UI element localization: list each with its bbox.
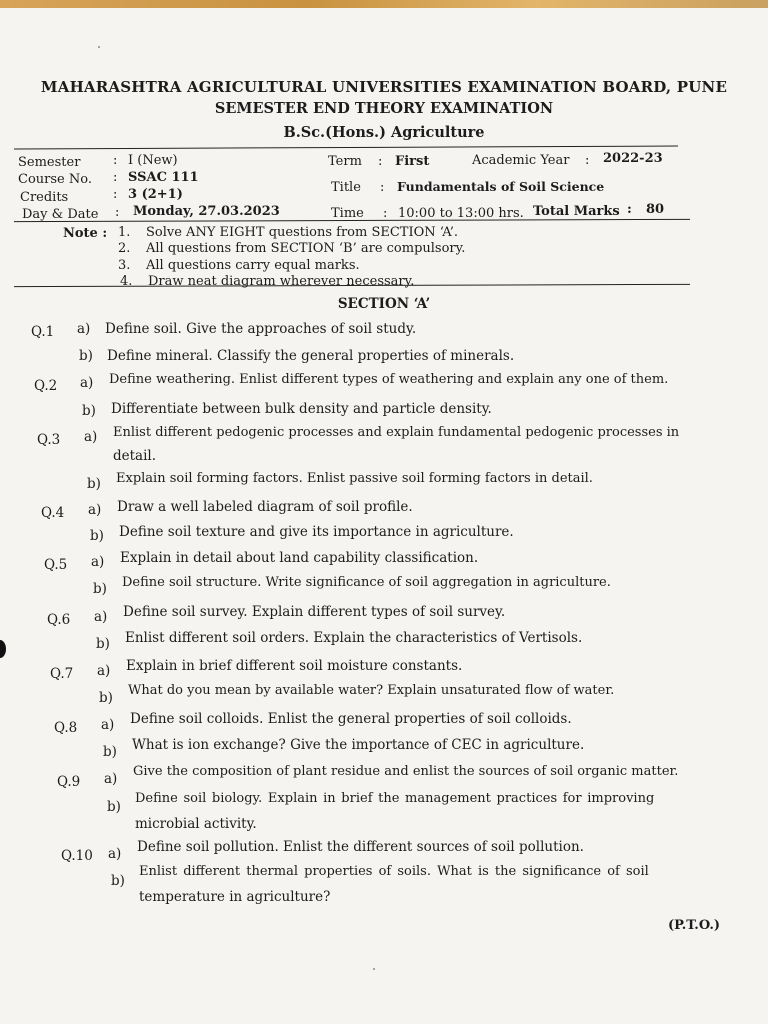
meta-colon: : [585,153,590,168]
board-title: MAHARASHTRA AGRICULTURAL UNIVERSITIES EXAMINATION BOARD, PUNE [40,78,728,96]
question-text: Define soil colloids. Enlist the general properties of soil colloids. [130,711,572,727]
exam-title: SEMESTER END THEORY EXAMINATION [214,100,554,117]
note-number: 3. [118,258,131,273]
question-text: Define soil survey. Explain different types of soil survey. [123,604,506,620]
part-label: a) [84,429,98,445]
question-number: Q.8 [54,720,78,736]
note-text: Solve ANY EIGHT questions from SECTION ‘A’. [146,225,458,240]
title-label: Title [331,180,361,195]
part-label: b) [82,403,96,419]
term-value: First [395,154,430,169]
day-date-label: Day & Date [22,207,99,222]
question-text: Enlist different pedogenic processes and explain fundamental pedogenic processes in [113,425,680,440]
meta-colon: : [113,187,118,202]
question-text-continued: microbial activity. [135,816,257,832]
note-label: Note : [63,226,108,241]
question-text: Define soil texture and give its importance in agriculture. [119,524,514,540]
part-label: a) [101,717,115,733]
question-number: Q.1 [31,324,55,340]
meta-colon: : [378,154,383,169]
question-number: Q.5 [44,557,68,573]
term-label: Term [328,154,362,169]
total-marks-label: Total Marks [533,204,620,219]
question-text: Define soil pollution. Enlist the different sources of soil pollution. [137,839,584,855]
question-text: What do you mean by available water? Explain unsaturated flow of water. [128,683,615,698]
note-item [118,225,458,240]
note-number: 1. [118,225,131,240]
degree-title: B.Sc.(Hons.) Agriculture [283,124,485,141]
question-number: Q.9 [57,774,81,790]
credits-label: Credits [20,190,69,205]
question-text: Define weathering. Enlist different types of weathering and explain any one of them. [109,372,669,387]
question-text: Explain soil forming factors. Enlist passive soil forming factors in detail. [116,471,593,486]
note-text: All questions carry equal marks. [146,258,360,273]
note-text: All questions from SECTION ‘B’ are compulsory. [146,241,466,256]
speck [373,968,375,970]
time-value: 10:00 to 13:00 hrs. [398,206,524,221]
question-text: Differentiate between bulk density and particle density. [111,401,492,417]
question-text: Give the composition of plant residue and enlist the sources of soil organic matter. [133,764,679,779]
meta-colon: : [627,202,632,217]
meta-colon: : [115,205,120,220]
pto-footer: (P.T.O.) [668,918,721,933]
question-text: Enlist different thermal properties of soils. What is the significance of soil [139,864,649,879]
part-label: b) [93,581,107,597]
question-text: What is ion exchange? Give the importance of CEC in agriculture. [132,737,585,753]
part-label: a) [108,846,122,862]
question-text: Draw a well labeled diagram of soil profile. [117,499,413,515]
meta-colon: : [383,206,388,221]
part-label: a) [88,502,102,518]
speck [98,46,100,48]
note-text: Draw neat diagram wherever necessary. [148,274,415,289]
note-number: 4. [120,274,133,289]
section-title: SECTION ‘A’ [337,296,431,312]
day-date-value: Monday, 27.03.2023 [133,204,280,219]
question-number: Q.2 [34,378,58,394]
question-number: Q.7 [50,666,74,682]
part-label: a) [104,771,118,787]
question-text: Define soil structure. Write significance of soil aggregation in agriculture. [122,575,611,590]
meta-colon: : [113,153,118,168]
question-number: Q.4 [41,505,65,521]
time-label: Time [331,206,364,221]
page-top-edge [0,0,768,8]
part-label: b) [107,799,121,815]
question-text: Explain in brief different soil moisture constants. [126,658,463,674]
question-text-continued: detail. [113,448,157,464]
meta-colon: : [380,180,385,195]
part-label: a) [77,321,91,337]
question-text: Define soil. Give the approaches of soil study. [105,321,417,337]
note-item [118,241,465,256]
question-text-continued: temperature in agriculture? [139,889,331,905]
part-label: a) [91,554,105,570]
semester-value: I (New) [128,153,178,168]
course-label: Course No. [18,172,92,187]
part-label: b) [96,636,110,652]
part-label: b) [111,873,125,889]
academic-year-value: 2022-23 [603,151,663,166]
academic-year-label: Academic Year [472,153,570,168]
part-label: b) [87,476,101,492]
semester-label: Semester [18,155,81,170]
course-value: SSAC 111 [128,170,199,185]
question-number: Q.10 [61,848,93,864]
part-label: a) [80,375,94,391]
part-label: b) [90,528,104,544]
note-item [118,258,360,273]
question-number: Q.3 [37,432,61,448]
total-marks-value: 80 [646,202,665,217]
question-text: Define mineral. Classify the general properties of minerals. [107,348,515,364]
question-text: Explain in detail about land capability classification. [120,550,479,566]
note-number: 2. [118,241,131,256]
question-text: Enlist different soil orders. Explain the characteristics of Vertisols. [125,630,583,646]
part-label: a) [97,663,111,679]
question-text: Define soil biology. Explain in brief the management practices for improving [135,791,655,806]
note-item [120,274,414,289]
part-label: b) [79,348,93,364]
credits-value: 3 (2+1) [128,187,183,202]
question-number: Q.6 [47,612,71,628]
part-label: b) [103,744,117,760]
title-value: Fundamentals of Soil Science [397,179,605,194]
part-label: a) [94,609,108,625]
meta-colon: : [113,170,118,185]
part-label: b) [99,690,113,706]
